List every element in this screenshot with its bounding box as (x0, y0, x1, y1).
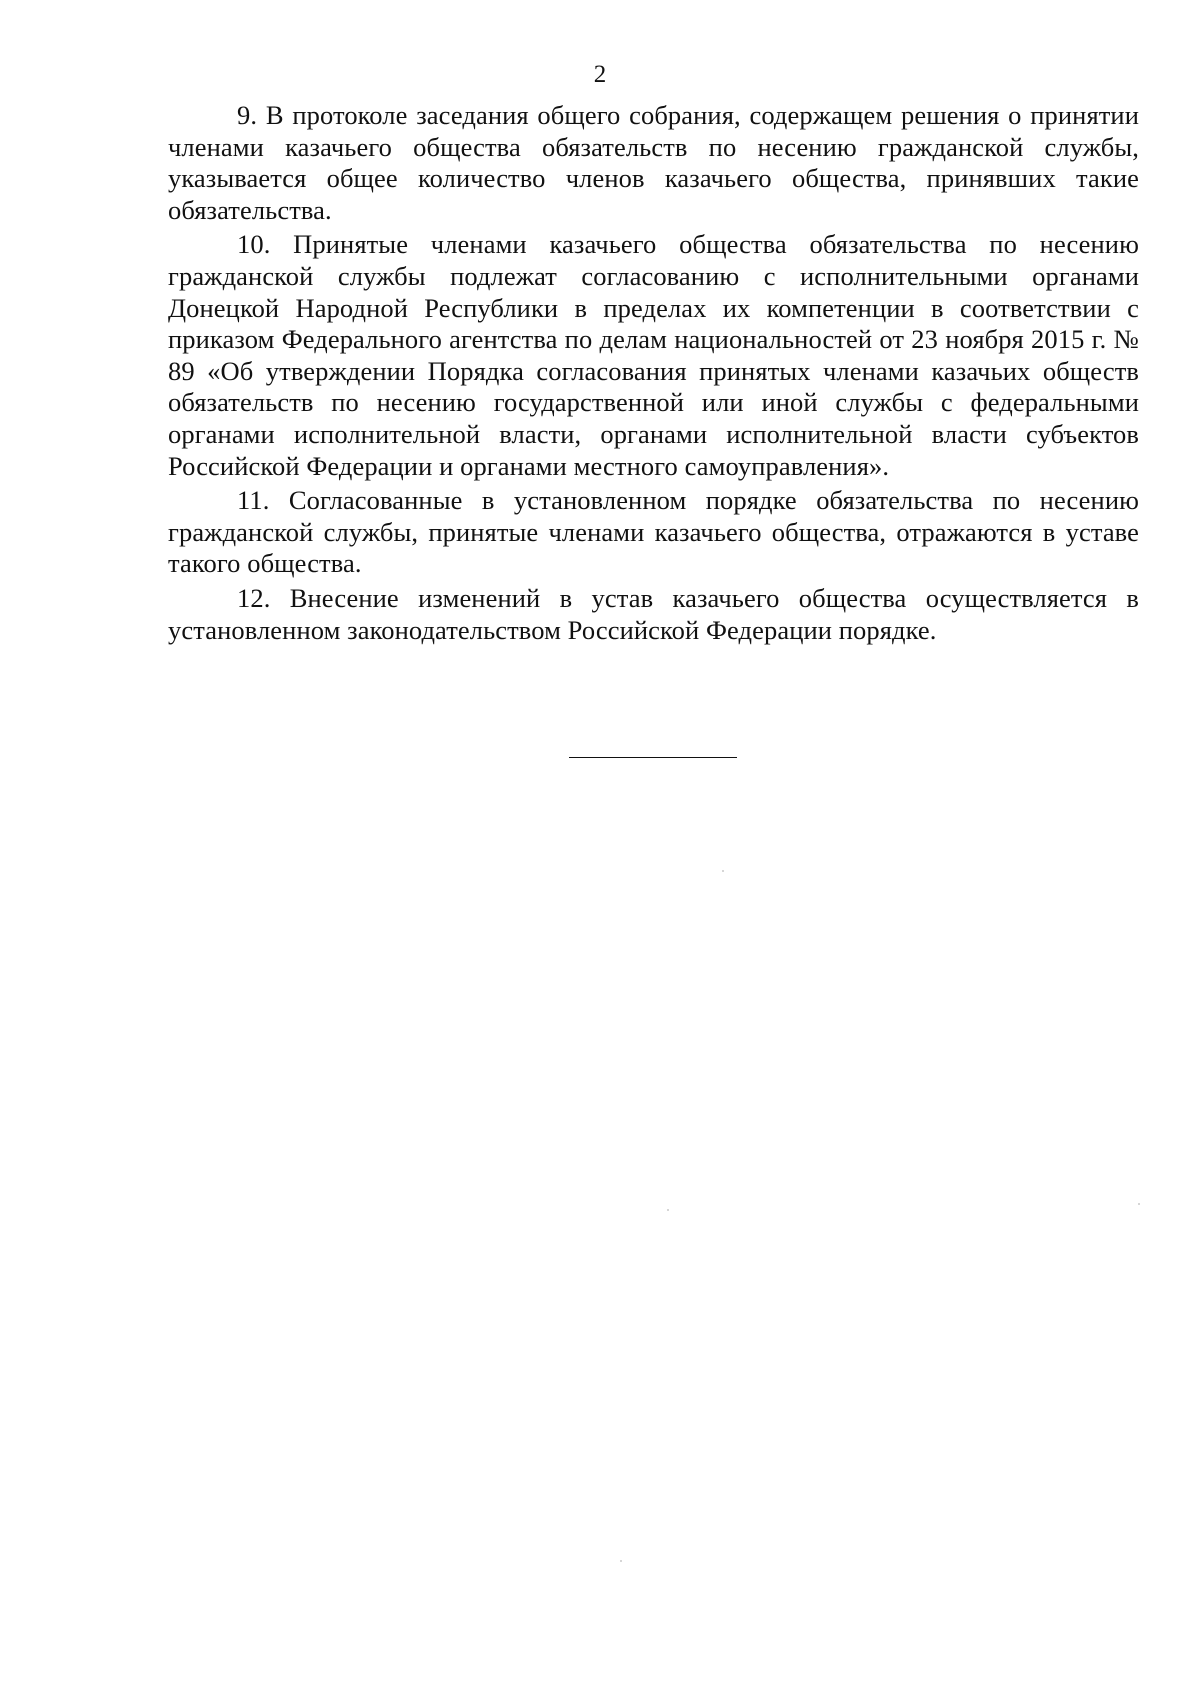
scan-speck (667, 1209, 669, 1211)
scan-speck (620, 1560, 622, 1562)
paragraph-11: 11. Согласованные в установленном порядке обязательства по несению гражданской службы, принятые членами казачьего общества, отражаются в уставе такого общества. (168, 485, 1139, 579)
paragraph-9: 9. В протоколе заседания общего собрания, содержащем решения о принятии членами казачьего общества обязательств по несению гражданской службы, указывается общее количество членов казачьего общества, принявших такие обязательства. (168, 100, 1139, 225)
closing-line (569, 757, 737, 758)
scan-speck (722, 870, 724, 872)
paragraph-12: 12. Внесение изменений в устав казачьего общества осуществляется в установленном законодательством Российской Федерации порядке. (168, 582, 1139, 645)
paragraph-10: 10. Принятые членами казачьего общества обязательства по несению гражданской службы подлежат согласованию с исполнительными органами Донецкой Народной Республики в пределах их компетенции в соответствии с приказом Федерального агентства по делам национальностей от 23 ноября 2015 г. № 89 «Об утверждении Порядка согласования принятых членами казачьих обществ обязательств по несению государственной или иной службы с федеральными органами исполнительной власти, органами исполнительной власти субъектов Российской Федерации и органами местного самоуправления». (168, 229, 1139, 481)
scan-speck (1138, 1203, 1140, 1205)
document-body (168, 100, 1139, 649)
page-number: 2 (593, 61, 607, 88)
